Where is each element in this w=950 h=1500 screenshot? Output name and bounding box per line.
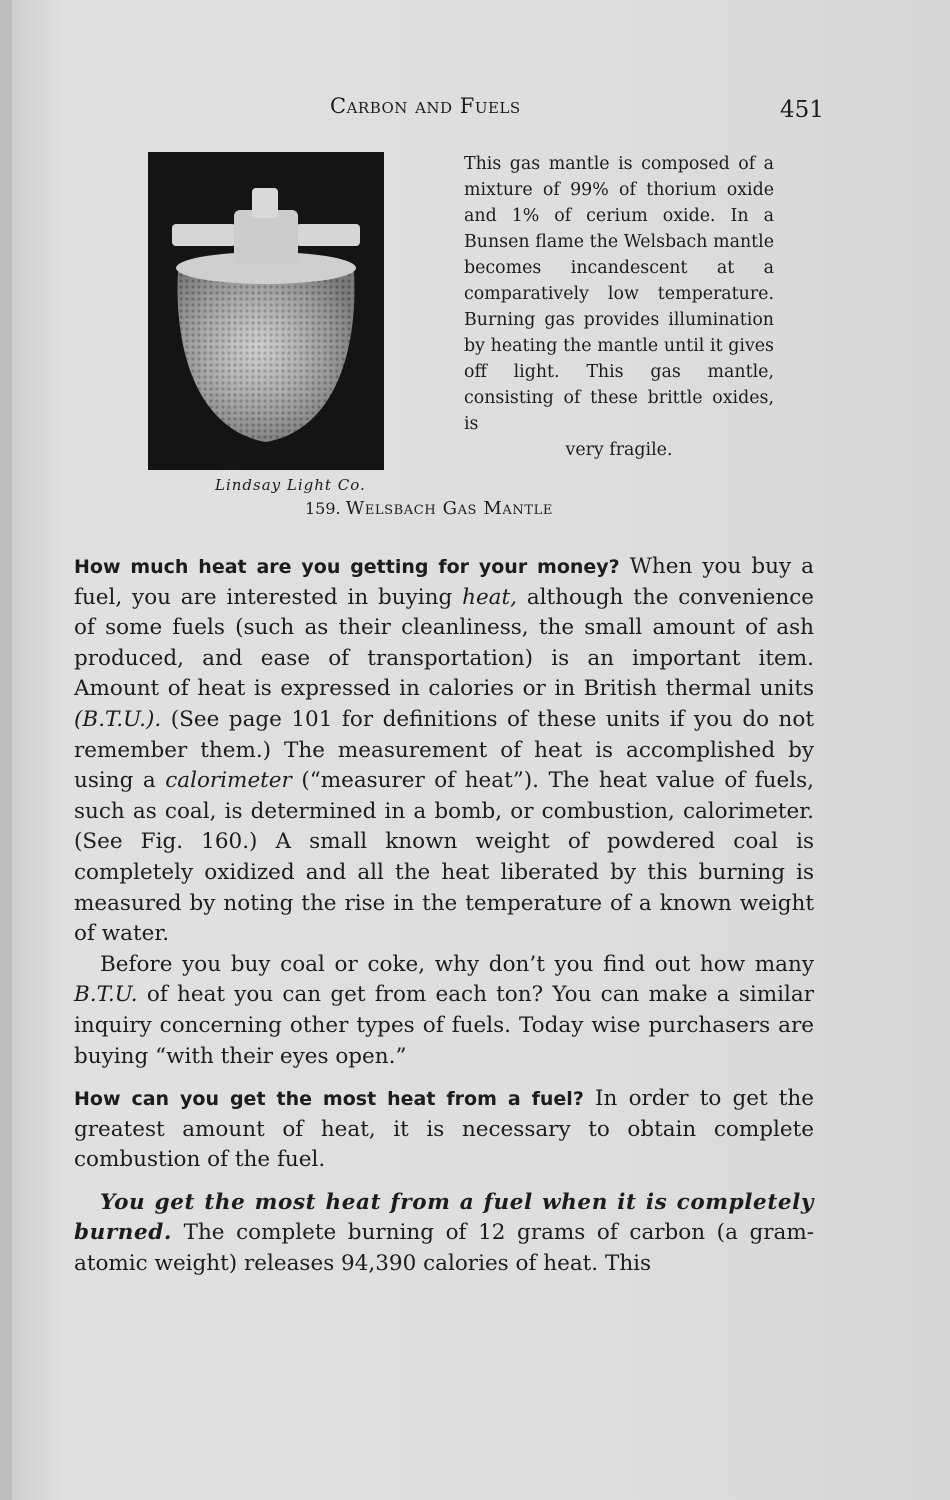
figure-title: Welsbach Gas Mantle <box>345 498 553 519</box>
figure-caption <box>305 498 553 519</box>
emphasis: calorimeter <box>165 768 292 794</box>
book-page <box>12 0 950 1500</box>
figure-side-caption <box>464 151 774 463</box>
text-run: When you buy a fuel, you are interested in buying <box>74 554 814 610</box>
emphasis: B.T.U. <box>74 982 138 1008</box>
side-caption-last-line: very fragile. <box>565 440 673 460</box>
text-run: (See page 101 for definitions of these units if you do not remember them.) The measurement of heat is accomplished by using a <box>74 706 814 794</box>
section-question-heading: How can you get the most heat from a fuel? <box>74 1088 584 1111</box>
paragraph <box>74 1188 814 1280</box>
page-number: 451 <box>780 97 824 123</box>
photo-credit: Lindsay Light Co. <box>215 476 366 494</box>
text-run: of heat you can get from each ton? You can make a similar inquiry concerning other types of fuels. Today wise purchasers are buying “with their eyes open.” <box>74 982 814 1069</box>
side-caption-text: This gas mantle is composed of a mixture of 99% of thorium oxide and 1% of cerium oxide. In a Bunsen flame the Welsbach mantle becomes incandescent at a comparatively low temperature. Burning gas provides illumination by heating the mantle until it gives off light. This gas mantle, consisting of these brittle oxides, is <box>464 154 774 434</box>
paragraph <box>74 950 814 1072</box>
running-head: Carbon and Fuels <box>330 94 521 118</box>
text-run: Before you buy coal or coke, why don’t you find out how many <box>100 951 814 977</box>
figure-number: 159. <box>305 499 341 518</box>
text-run: The complete burning of 12 grams of carbon (a gram-atomic weight) releases 94,390 calories of heat. This <box>74 1220 814 1277</box>
section-question-heading: How much heat are you getting for your money? <box>74 556 620 578</box>
text-run: In order to get the greatest amount of heat, it is necessary to obtain complete combustion of the fuel. <box>74 1086 815 1173</box>
emphasis: heat, <box>462 584 517 610</box>
body-text <box>74 552 814 1280</box>
paragraph <box>74 552 814 950</box>
text-run: (“measurer of heat”). The heat value of fuels, such as coal, is determined in a bomb, or combustion, calorimeter. (See Fig. 160.) A small known weight of powdered coal is completely oxidized and all the heat liberated by this burning is measured by noting the rise in the temperature of a known weight of water. <box>74 768 814 947</box>
page-edge <box>0 0 12 1500</box>
paragraph <box>74 1084 814 1176</box>
text-run: although the convenience of some fuels (such as their cleanliness, the small amount of ash produced, and ease of transportation) is an important item. Amount of heat is expressed in calories or in British thermal units <box>74 584 814 702</box>
lead-statement: You get the most heat from a fuel when it is completely burned. <box>74 1189 814 1246</box>
emphasis: (B.T.U.). <box>74 706 162 732</box>
gas-mantle-photo <box>148 152 384 470</box>
